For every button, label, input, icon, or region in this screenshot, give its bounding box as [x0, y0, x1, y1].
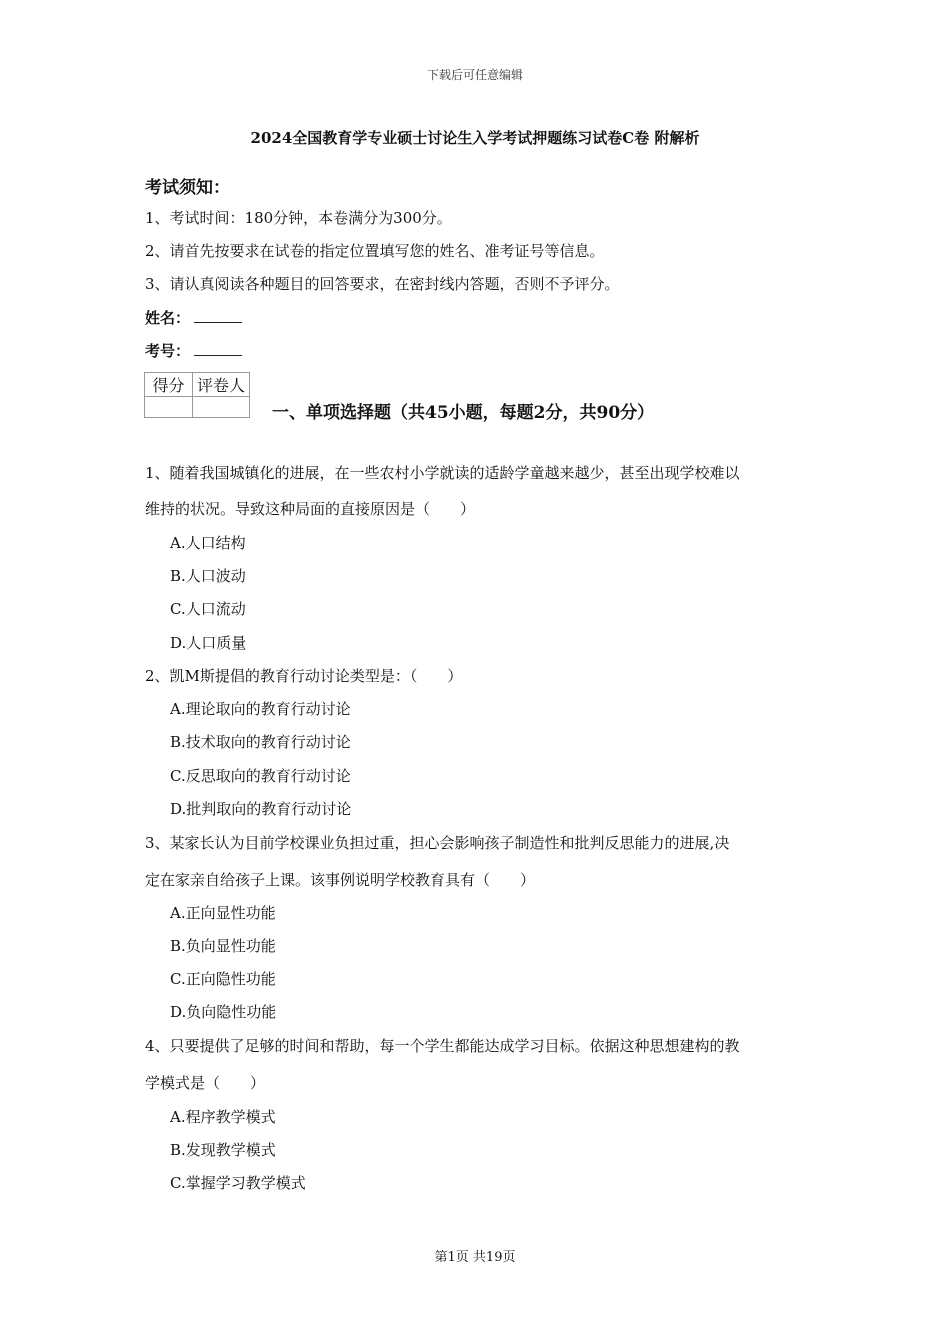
option[interactable]: A.程序教学模式 — [170, 1108, 276, 1126]
question-text: 4、只要提供了足够的时间和帮助，每一个学生都能达成学习目标。依据这种思想建构的教 — [145, 1037, 740, 1055]
exam-id-blank[interactable] — [194, 341, 242, 356]
document-title: 2024全国教育学专业硕士讨论生入学考试押题练习试卷C卷 附解析 — [250, 129, 700, 147]
exam-id-label: 考号： — [145, 342, 191, 360]
notice-item: 3、请认真阅读各种题目的回答要求，在密封线内答题，否则不予评分。 — [145, 275, 620, 293]
option[interactable]: D.负向隐性功能 — [170, 1003, 277, 1021]
header-note: 下载后可任意编辑 — [426, 68, 523, 82]
name-blank[interactable] — [194, 308, 242, 323]
option[interactable]: B.人口波动 — [170, 567, 246, 585]
option[interactable]: D.人口质量 — [170, 634, 247, 652]
notice-item: 1、考试时间：180分钟，本卷满分为300分。 — [145, 209, 452, 227]
question-text: 3、某家长认为目前学校课业负担过重，担心会影响孩子制造性和批判反思能力的进展,决 — [145, 834, 730, 852]
option[interactable]: D.批判取向的教育行动讨论 — [170, 800, 352, 818]
option[interactable]: B.负向显性功能 — [170, 937, 276, 955]
score-cell[interactable] — [145, 397, 193, 418]
section-title: 一、单项选择题（共45小题，每题2分，共90分） — [272, 403, 655, 423]
score-header: 得分 — [145, 373, 193, 397]
name-field[interactable] — [145, 307, 242, 328]
grader-header: 评卷人 — [193, 373, 250, 397]
question-text: 定在家亲自给孩子上课。该事例说明学校教育具有（ ） — [145, 871, 536, 889]
notice-heading: 考试须知： — [145, 178, 230, 198]
option[interactable]: B.技术取向的教育行动讨论 — [170, 733, 351, 751]
name-label: 姓名： — [145, 309, 191, 327]
option[interactable]: C.人口流动 — [170, 600, 246, 618]
option[interactable]: A.正向显性功能 — [170, 904, 276, 922]
exam-id-field[interactable] — [145, 340, 242, 361]
option[interactable]: C.反思取向的教育行动讨论 — [170, 767, 351, 785]
question-text: 维持的状况。导致这种局面的直接原因是（ ） — [145, 500, 476, 518]
question-text: 1、随着我国城镇化的进展，在一些农村小学就读的适龄学童越来越少，甚至出现学校难以 — [145, 464, 740, 482]
question-text: 学模式是（ ） — [145, 1074, 266, 1092]
option[interactable]: C.掌握学习教学模式 — [170, 1174, 306, 1192]
grader-cell[interactable] — [193, 397, 250, 418]
option[interactable]: A.理论取向的教育行动讨论 — [170, 700, 351, 718]
option[interactable]: B.发现教学模式 — [170, 1141, 276, 1159]
option[interactable]: C.正向隐性功能 — [170, 970, 276, 988]
question-text: 2、凯M斯提倡的教育行动讨论类型是：（ ） — [145, 667, 463, 685]
page-footer: 第1页 共19页 — [434, 1250, 516, 1265]
score-table — [144, 372, 250, 418]
notice-item: 2、请首先按要求在试卷的指定位置填写您的姓名、准考证号等信息。 — [145, 242, 605, 260]
option[interactable]: A.人口结构 — [170, 534, 246, 552]
